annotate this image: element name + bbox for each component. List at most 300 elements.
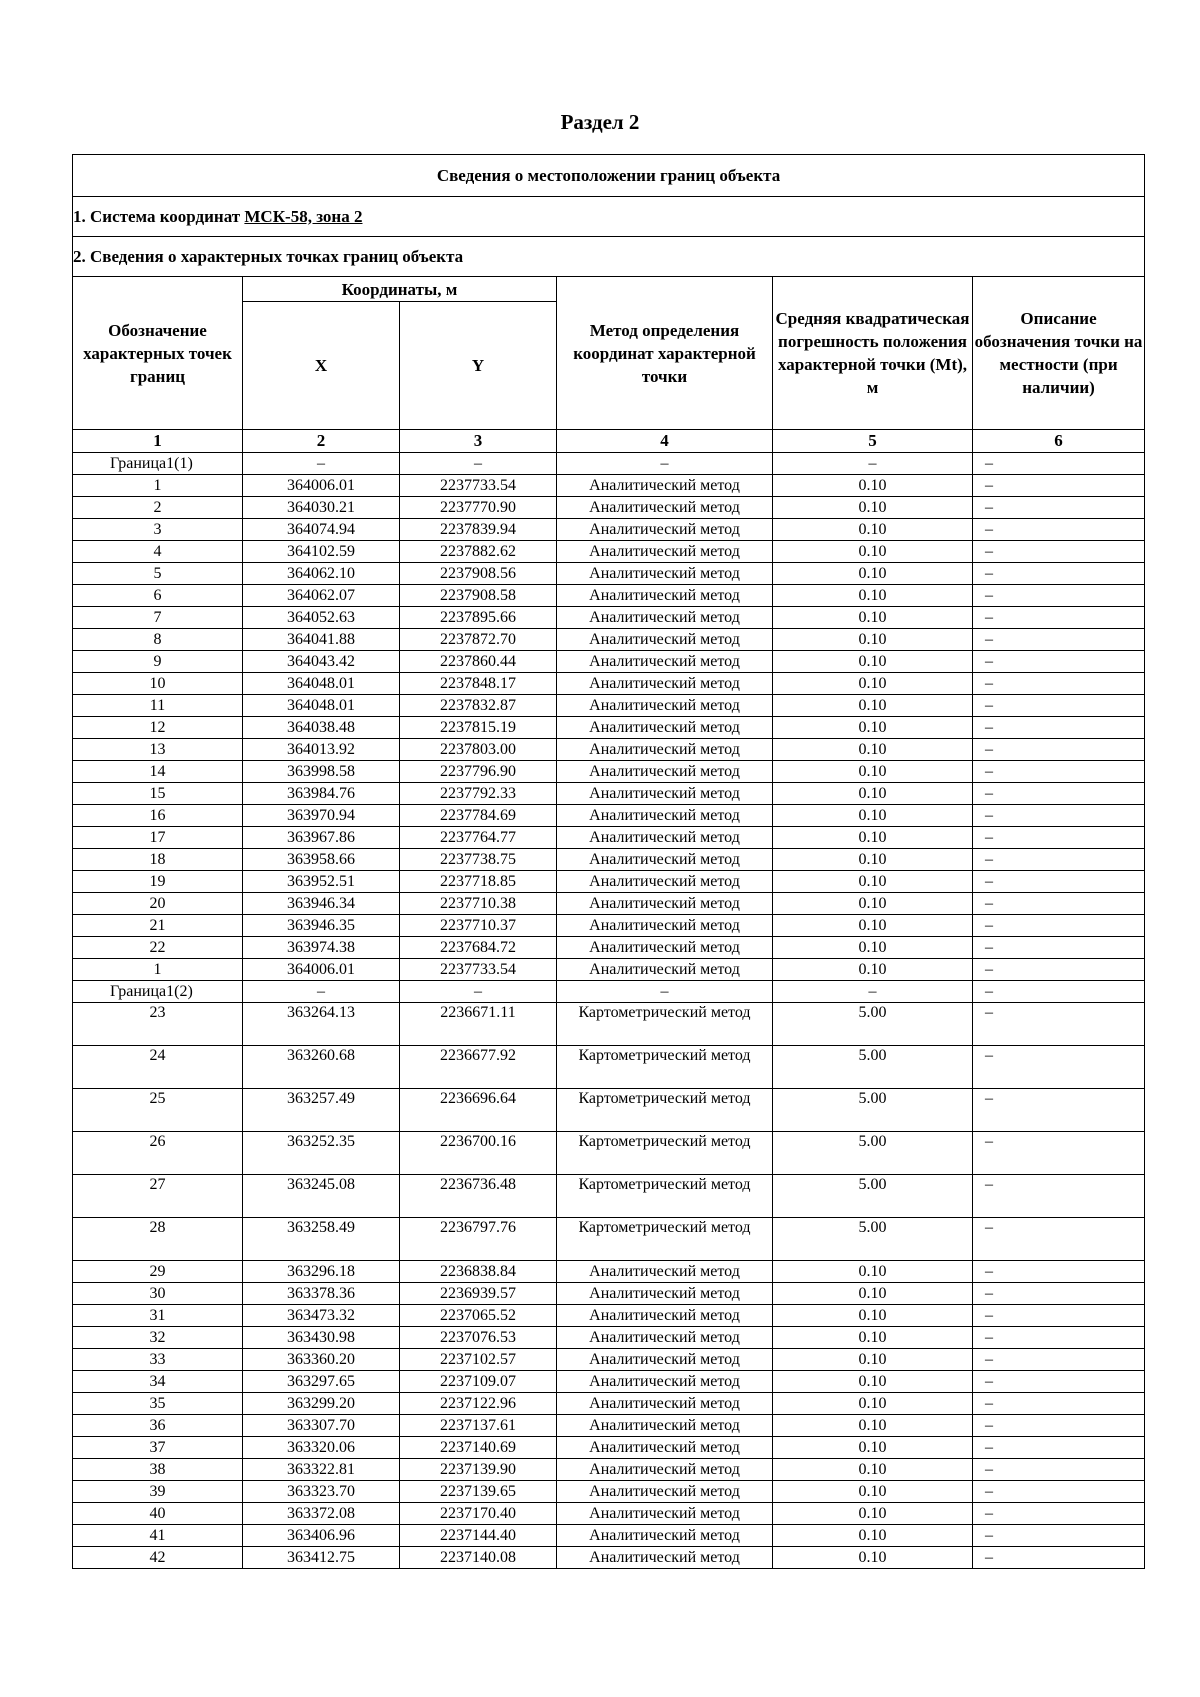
y-coord-cell: 2237718.85 [400,871,557,893]
table-row [73,761,1145,783]
x-coord-cell: 363372.08 [243,1503,400,1525]
x-coord-cell: 363264.13 [243,1003,400,1046]
description-cell: – [973,541,1145,563]
method-cell: Аналитический метод [557,1393,773,1415]
y-coord-cell: 2237803.00 [400,739,557,761]
method-cell: Аналитический метод [557,695,773,717]
error-cell: 0.10 [773,1283,973,1305]
method-cell: Аналитический метод [557,1305,773,1327]
x-coord-cell: 364041.88 [243,629,400,651]
method-cell: Аналитический метод [557,1459,773,1481]
method-cell: Картометрический метод [557,1089,773,1132]
boundary-points-table [72,154,1145,1569]
error-cell: 0.10 [773,1305,973,1327]
y-coord-cell: 2236696.64 [400,1089,557,1132]
section-title: Сведения о местоположении границ объекта [73,155,1145,197]
x-coord-cell: 363297.65 [243,1371,400,1393]
table-row [73,1261,1145,1283]
description-cell: – [973,1283,1145,1305]
description-cell: – [973,1349,1145,1371]
error-cell: 0.10 [773,849,973,871]
description-cell: – [973,651,1145,673]
x-coord-cell: 363323.70 [243,1481,400,1503]
y-coord-cell: 2236700.16 [400,1132,557,1175]
table-row [73,1349,1145,1371]
y-coord-cell: 2237684.72 [400,937,557,959]
y-coord-cell: 2237139.65 [400,1481,557,1503]
x-coord-cell: 363299.20 [243,1393,400,1415]
x-coord-cell: 363378.36 [243,1283,400,1305]
y-coord-cell: 2236736.48 [400,1175,557,1218]
error-cell: 0.10 [773,937,973,959]
y-coord-cell: 2237139.90 [400,1459,557,1481]
table-row [73,717,1145,739]
y-coord-cell: 2237140.69 [400,1437,557,1459]
point-id-cell: 33 [73,1349,243,1371]
section-title-row [73,155,1145,197]
method-cell: Аналитический метод [557,497,773,519]
table-row [73,739,1145,761]
x-coord-cell: 364074.94 [243,519,400,541]
table-row [73,541,1145,563]
table-row [73,805,1145,827]
x-coord-cell: 363952.51 [243,871,400,893]
point-id-cell: 35 [73,1393,243,1415]
point-id-cell: 39 [73,1481,243,1503]
method-cell: Аналитический метод [557,959,773,981]
table-row [73,915,1145,937]
x-coord-cell: 363406.96 [243,1525,400,1547]
method-cell: Аналитический метод [557,805,773,827]
description-cell: – [973,937,1145,959]
error-cell: 0.10 [773,673,973,695]
y-coord-cell: 2237122.96 [400,1393,557,1415]
point-id-cell: 22 [73,937,243,959]
error-cell: 0.10 [773,871,973,893]
method-cell: Аналитический метод [557,1261,773,1283]
error-cell: 0.10 [773,585,973,607]
description-cell: – [973,607,1145,629]
x-coord-cell: 363946.35 [243,915,400,937]
y-coord-cell: 2237137.61 [400,1415,557,1437]
point-id-cell: 27 [73,1175,243,1218]
coord-system-row [73,197,1145,237]
description-cell: – [973,717,1145,739]
y-coord-cell: 2237872.70 [400,629,557,651]
error-cell: 0.10 [773,519,973,541]
table-row [73,1218,1145,1261]
table-row [73,1003,1145,1046]
y-coord-cell: 2237764.77 [400,827,557,849]
method-cell: Картометрический метод [557,1132,773,1175]
table-row [73,893,1145,915]
error-cell: 5.00 [773,1046,973,1089]
x-coord-cell: 363257.49 [243,1089,400,1132]
point-id-cell: 21 [73,915,243,937]
table-row [73,519,1145,541]
error-cell: 0.10 [773,1327,973,1349]
error-cell: – [773,453,973,475]
description-cell: – [973,1437,1145,1459]
description-cell: – [973,805,1145,827]
y-coord-cell: 2237839.94 [400,519,557,541]
error-cell: 5.00 [773,1089,973,1132]
table-row [73,1327,1145,1349]
error-cell: 0.10 [773,761,973,783]
point-id-cell: 41 [73,1525,243,1547]
method-cell: Аналитический метод [557,717,773,739]
point-id-cell: 38 [73,1459,243,1481]
table-row [73,1393,1145,1415]
description-cell: – [973,1218,1145,1261]
y-coord-cell: 2237733.54 [400,475,557,497]
error-cell: 0.10 [773,783,973,805]
method-cell: Картометрический метод [557,1003,773,1046]
header-error-text: Средняя квадратическая погрешность положения характерной точки (Mt), м [775,309,970,397]
description-cell: – [973,1327,1145,1349]
method-cell: Аналитический метод [557,739,773,761]
point-id-cell: 3 [73,519,243,541]
table-row [73,1305,1145,1327]
points-heading: 2. Сведения о характерных точках границ объекта [73,237,1145,277]
header-x: X [243,302,400,430]
description-cell: – [973,893,1145,915]
point-id-cell: 31 [73,1305,243,1327]
table-row [73,1503,1145,1525]
description-cell: – [973,629,1145,651]
point-id-cell: 17 [73,827,243,849]
boundary-group-row [73,981,1145,1003]
method-cell: Аналитический метод [557,541,773,563]
header-row-top [73,277,1145,302]
error-cell: 5.00 [773,1175,973,1218]
description-cell: – [973,1393,1145,1415]
y-coord-cell: 2237882.62 [400,541,557,563]
description-cell: – [973,1175,1145,1218]
method-cell: Аналитический метод [557,1437,773,1459]
error-cell: 0.10 [773,1393,973,1415]
x-coord-cell: 363258.49 [243,1218,400,1261]
table-row [73,563,1145,585]
y-coord-cell: 2237076.53 [400,1327,557,1349]
table-row [73,695,1145,717]
description-cell: – [973,1525,1145,1547]
method-cell: Аналитический метод [557,1283,773,1305]
table-row [73,1437,1145,1459]
point-id-cell: 1 [73,959,243,981]
header-coordinates: Координаты, м [243,277,557,302]
header-error [773,277,973,430]
x-coord-cell: 364006.01 [243,959,400,981]
table-row [73,673,1145,695]
table-row [73,1415,1145,1437]
error-cell: 0.10 [773,827,973,849]
y-coord-cell: 2237733.54 [400,959,557,981]
method-cell: – [557,981,773,1003]
y-coord-cell: – [400,981,557,1003]
point-id-cell: 8 [73,629,243,651]
description-cell: – [973,1261,1145,1283]
table-row [73,1283,1145,1305]
point-id-cell: 29 [73,1261,243,1283]
point-id-cell: Граница1(2) [73,981,243,1003]
table-row [73,827,1145,849]
table-row [73,1459,1145,1481]
table-row [73,1175,1145,1218]
method-cell: Аналитический метод [557,761,773,783]
x-coord-cell: 363245.08 [243,1175,400,1218]
point-id-cell: 28 [73,1218,243,1261]
point-id-cell: 30 [73,1283,243,1305]
y-coord-cell: 2236939.57 [400,1283,557,1305]
point-id-cell: 12 [73,717,243,739]
column-number: 2 [243,430,400,453]
table-row [73,1525,1145,1547]
error-cell: 0.10 [773,563,973,585]
point-id-cell: 15 [73,783,243,805]
table-row [73,937,1145,959]
point-id-cell: 42 [73,1547,243,1569]
description-cell: – [973,1305,1145,1327]
method-cell: Аналитический метод [557,1525,773,1547]
x-coord-cell: 364102.59 [243,541,400,563]
point-id-cell: 26 [73,1132,243,1175]
error-cell: 0.10 [773,915,973,937]
point-id-cell: Граница1(1) [73,453,243,475]
point-id-cell: 16 [73,805,243,827]
table-row [73,1371,1145,1393]
description-cell: – [973,959,1145,981]
x-coord-cell: 363958.66 [243,849,400,871]
error-cell: 0.10 [773,1547,973,1569]
coord-system-value: МСК-58, зона 2 [244,206,363,226]
error-cell: 0.10 [773,1525,973,1547]
error-cell: 0.10 [773,739,973,761]
error-cell: 0.10 [773,1261,973,1283]
method-cell: Аналитический метод [557,1547,773,1569]
point-id-cell: 7 [73,607,243,629]
error-cell: 0.10 [773,1481,973,1503]
error-cell: 0.10 [773,1371,973,1393]
point-id-cell: 19 [73,871,243,893]
method-cell: Аналитический метод [557,1415,773,1437]
error-cell: 0.10 [773,1503,973,1525]
method-cell: Аналитический метод [557,673,773,695]
table-row [73,783,1145,805]
x-coord-cell: 363946.34 [243,893,400,915]
description-cell: – [973,695,1145,717]
description-cell: – [973,1415,1145,1437]
error-cell: 0.10 [773,497,973,519]
point-id-cell: 13 [73,739,243,761]
x-coord-cell: 363320.06 [243,1437,400,1459]
point-id-cell: 6 [73,585,243,607]
y-coord-cell: 2237140.08 [400,1547,557,1569]
y-coord-cell: 2236671.11 [400,1003,557,1046]
table-row [73,585,1145,607]
error-cell: 0.10 [773,959,973,981]
method-cell: Аналитический метод [557,629,773,651]
column-number: 4 [557,430,773,453]
y-coord-cell: 2237102.57 [400,1349,557,1371]
description-cell: – [973,497,1145,519]
point-id-cell: 4 [73,541,243,563]
header-description: Описание обозначения точки на местности (при наличии) [973,277,1145,430]
y-coord-cell: 2237796.90 [400,761,557,783]
x-coord-cell: 363430.98 [243,1327,400,1349]
column-number: 3 [400,430,557,453]
points-heading-row [73,237,1145,277]
error-cell: 0.10 [773,717,973,739]
point-id-cell: 23 [73,1003,243,1046]
description-cell: – [973,761,1145,783]
table-row [73,1046,1145,1089]
method-cell: Аналитический метод [557,849,773,871]
y-coord-cell: 2237738.75 [400,849,557,871]
description-cell: – [973,1481,1145,1503]
method-cell: – [557,453,773,475]
method-cell: Картометрический метод [557,1046,773,1089]
y-coord-cell: 2237710.37 [400,915,557,937]
method-cell: Аналитический метод [557,893,773,915]
point-id-cell: 18 [73,849,243,871]
description-cell: – [973,453,1145,475]
point-id-cell: 1 [73,475,243,497]
description-cell: – [973,1089,1145,1132]
y-coord-cell: 2236838.84 [400,1261,557,1283]
table-row [73,1481,1145,1503]
x-coord-cell: 363307.70 [243,1415,400,1437]
y-coord-cell: 2237908.58 [400,585,557,607]
error-cell: 0.10 [773,805,973,827]
table-row [73,497,1145,519]
x-coord-cell: 364043.42 [243,651,400,673]
description-cell: – [973,739,1145,761]
coord-system-label: 1. Система координат [73,206,241,226]
method-cell: Аналитический метод [557,1503,773,1525]
table-row [73,475,1145,497]
point-id-cell: 24 [73,1046,243,1089]
description-cell: – [973,1459,1145,1481]
y-coord-cell: 2237848.17 [400,673,557,695]
x-coord-cell: 363260.68 [243,1046,400,1089]
description-cell: – [973,563,1145,585]
description-cell: – [973,827,1145,849]
description-cell: – [973,1503,1145,1525]
method-cell: Аналитический метод [557,475,773,497]
x-coord-cell: 364062.10 [243,563,400,585]
x-coord-cell: 364038.48 [243,717,400,739]
y-coord-cell: 2237860.44 [400,651,557,673]
y-coord-cell: 2237109.07 [400,1371,557,1393]
description-cell: – [973,673,1145,695]
method-cell: Аналитический метод [557,563,773,585]
table-row [73,1547,1145,1569]
x-coord-cell: 364062.07 [243,585,400,607]
error-cell: 5.00 [773,1218,973,1261]
error-cell: 0.10 [773,893,973,915]
method-cell: Аналитический метод [557,607,773,629]
table-row [73,849,1145,871]
y-coord-cell: – [400,453,557,475]
table-row [73,651,1145,673]
column-number: 5 [773,430,973,453]
table-row [73,607,1145,629]
x-coord-cell: 363974.38 [243,937,400,959]
y-coord-cell: 2237832.87 [400,695,557,717]
column-number: 6 [973,430,1145,453]
description-cell: – [973,1046,1145,1089]
method-cell: Аналитический метод [557,1481,773,1503]
method-cell: Аналитический метод [557,871,773,893]
y-coord-cell: 2236677.92 [400,1046,557,1089]
x-coord-cell: 364006.01 [243,475,400,497]
method-cell: Аналитический метод [557,585,773,607]
description-cell: – [973,1132,1145,1175]
header-y: Y [400,302,557,430]
point-id-cell: 32 [73,1327,243,1349]
error-cell: 0.10 [773,1415,973,1437]
description-cell: – [973,1003,1145,1046]
point-id-cell: 37 [73,1437,243,1459]
x-coord-cell: 363322.81 [243,1459,400,1481]
table-row [73,871,1145,893]
x-coord-cell: 363970.94 [243,805,400,827]
error-cell: 0.10 [773,607,973,629]
x-coord-cell: 363296.18 [243,1261,400,1283]
column-numbers-row [73,430,1145,453]
method-cell: Аналитический метод [557,519,773,541]
point-id-cell: 34 [73,1371,243,1393]
error-cell: 0.10 [773,629,973,651]
method-cell: Аналитический метод [557,827,773,849]
description-cell: – [973,981,1145,1003]
x-coord-cell: 364048.01 [243,695,400,717]
x-coord-cell: 363998.58 [243,761,400,783]
y-coord-cell: 2237710.38 [400,893,557,915]
y-coord-cell: 2237792.33 [400,783,557,805]
method-cell: Аналитический метод [557,1349,773,1371]
x-coord-cell: 363412.75 [243,1547,400,1569]
description-cell: – [973,519,1145,541]
point-id-cell: 9 [73,651,243,673]
point-id-cell: 11 [73,695,243,717]
error-cell: 0.10 [773,1437,973,1459]
description-cell: – [973,1371,1145,1393]
x-coord-cell: 363360.20 [243,1349,400,1371]
point-id-cell: 25 [73,1089,243,1132]
description-cell: – [973,783,1145,805]
description-cell: – [973,871,1145,893]
method-cell: Аналитический метод [557,783,773,805]
error-cell: 0.10 [773,1459,973,1481]
description-cell: – [973,585,1145,607]
x-coord-cell: 364013.92 [243,739,400,761]
header-designation: Обозначение характерных точек границ [73,277,243,430]
method-cell: Аналитический метод [557,937,773,959]
x-coord-cell: 363473.32 [243,1305,400,1327]
point-id-cell: 10 [73,673,243,695]
y-coord-cell: 2237908.56 [400,563,557,585]
error-cell: – [773,981,973,1003]
description-cell: – [973,1547,1145,1569]
y-coord-cell: 2237144.40 [400,1525,557,1547]
error-cell: 5.00 [773,1003,973,1046]
method-cell: Аналитический метод [557,1371,773,1393]
y-coord-cell: 2237170.40 [400,1503,557,1525]
x-coord-cell: 363984.76 [243,783,400,805]
point-id-cell: 14 [73,761,243,783]
